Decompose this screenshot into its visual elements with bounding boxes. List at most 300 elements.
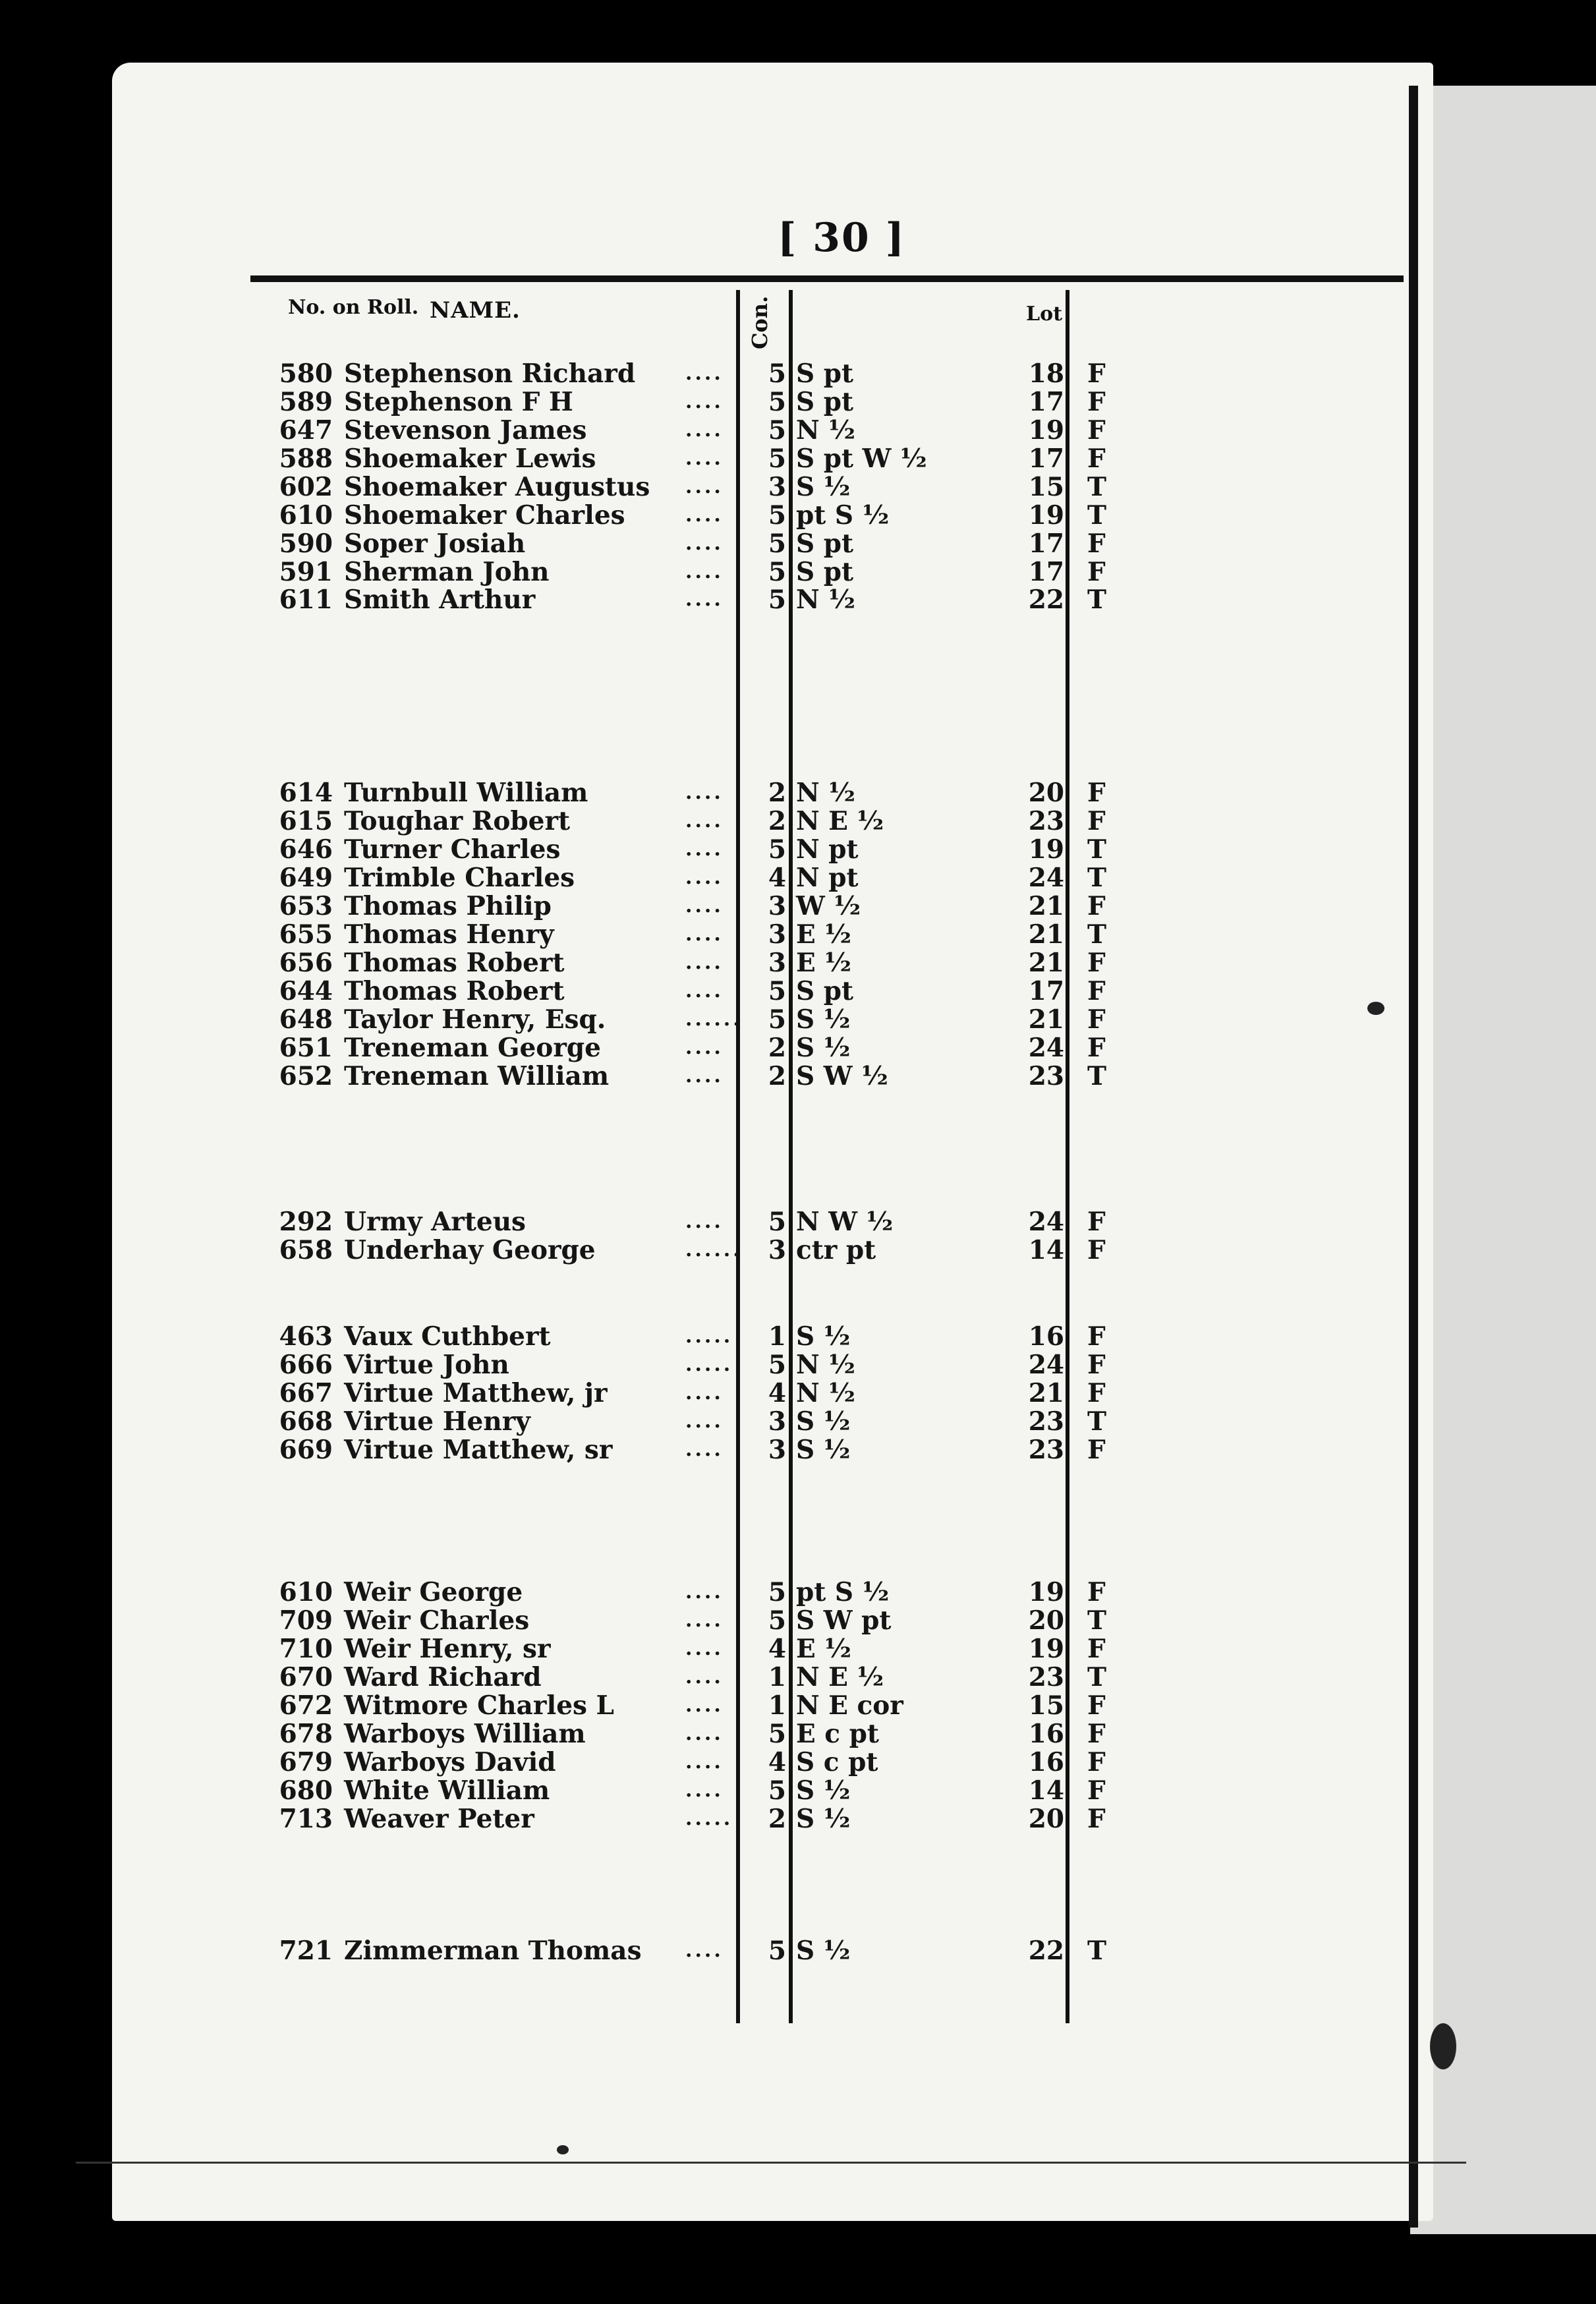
leader-dots: ....: [685, 1438, 724, 1461]
lot-number: 23: [1028, 806, 1064, 836]
concession: 2: [768, 806, 786, 836]
roll-number: 710: [279, 1634, 333, 1664]
tenure: F: [1087, 387, 1106, 417]
table-row: [0, 1207, 1384, 1236]
leader-dots: ....: [685, 447, 724, 470]
table-row: [0, 1578, 1384, 1607]
concession: 3: [768, 948, 786, 978]
entry-name: Shoemaker Charles: [344, 500, 625, 531]
bottom-rule: [76, 2162, 1466, 2164]
lot-number: 19: [1028, 1634, 1064, 1664]
entry-name: Witmore Charles L: [344, 1690, 614, 1721]
table-row: [0, 1379, 1384, 1408]
concession: 3: [768, 1435, 786, 1465]
concession: 3: [768, 1235, 786, 1265]
lot-part: E ½: [796, 948, 851, 978]
lot-part: W ½: [796, 891, 861, 921]
table-row: [0, 1634, 1384, 1663]
lot-part: S pt: [796, 387, 854, 417]
leader-dots: ....: [685, 1210, 724, 1233]
leader-dots: ....: [685, 1750, 724, 1773]
table-row: [0, 835, 1384, 864]
roll-number: 588: [279, 444, 333, 474]
leader-dots: .....: [685, 1353, 733, 1376]
table-row: [0, 1691, 1384, 1720]
lot-number: 17: [1028, 529, 1064, 559]
roll-number: 709: [279, 1605, 333, 1636]
tenure: T: [1087, 1406, 1107, 1437]
table-row: [0, 1062, 1384, 1091]
concession: 5: [768, 1605, 786, 1636]
page-number: [ 30 ]: [778, 215, 906, 261]
roll-number: 610: [279, 500, 333, 531]
lot-number: 24: [1028, 863, 1064, 893]
entry-name: Weir George: [344, 1577, 523, 1607]
lot-part: S ½: [796, 1936, 851, 1966]
tenure: F: [1087, 948, 1106, 978]
table-row: [0, 1719, 1384, 1748]
concession: 5: [768, 1936, 786, 1966]
roll-number: 667: [279, 1378, 333, 1408]
lot-part: N pt: [796, 834, 859, 865]
tenure: F: [1087, 1719, 1106, 1749]
lot-number: 22: [1028, 1936, 1064, 1966]
entry-name: Smith Arthur: [344, 585, 536, 615]
lot-number: 17: [1028, 387, 1064, 417]
roll-number: 651: [279, 1033, 333, 1063]
leader-dots: ....: [685, 1064, 724, 1087]
header-no-on-roll: No. on Roll.: [288, 296, 419, 319]
concession: 2: [768, 778, 786, 808]
table-row: [0, 1748, 1384, 1777]
concession: 1: [768, 1321, 786, 1352]
concession: 5: [768, 1577, 786, 1607]
lot-number: 21: [1028, 1378, 1064, 1408]
table-row: [0, 558, 1384, 587]
roll-number: 648: [279, 1004, 333, 1035]
lot-number: 23: [1028, 1662, 1064, 1692]
tenure: F: [1087, 415, 1106, 446]
tenure: T: [1087, 500, 1107, 531]
tenure: F: [1087, 529, 1106, 559]
table-row: [0, 444, 1384, 473]
concession: 5: [768, 1207, 786, 1237]
roll-number: 672: [279, 1690, 333, 1721]
roll-number: 658: [279, 1235, 333, 1265]
lot-part: E ½: [796, 1634, 851, 1664]
tenure: T: [1087, 834, 1107, 865]
concession: 2: [768, 1804, 786, 1834]
tenure: F: [1087, 1350, 1106, 1380]
roll-number: 611: [279, 585, 333, 615]
roll-number: 591: [279, 557, 333, 587]
lot-part: ctr pt: [796, 1235, 876, 1265]
lot-part: pt S ½: [796, 500, 890, 531]
tenure: F: [1087, 1004, 1106, 1035]
roll-number: 721: [279, 1936, 333, 1966]
table-row: [0, 416, 1384, 445]
concession: 1: [768, 1690, 786, 1721]
leader-dots: ....: [685, 1722, 724, 1745]
concession: 5: [768, 585, 786, 615]
lot-part: S ½: [796, 472, 851, 502]
leader-dots: ....: [685, 979, 724, 1002]
lot-number: 17: [1028, 557, 1064, 587]
leader-dots: ....: [685, 894, 724, 917]
tenure: T: [1087, 863, 1107, 893]
entry-name: Weir Henry, sr: [344, 1634, 551, 1664]
concession: 2: [768, 1033, 786, 1063]
roll-number: 713: [279, 1804, 333, 1834]
concession: 5: [768, 1775, 786, 1806]
lot-part: S W pt: [796, 1605, 892, 1636]
lot-number: 21: [1028, 1004, 1064, 1035]
roll-number: 610: [279, 1577, 333, 1607]
table-row: [0, 948, 1384, 977]
tenure: F: [1087, 444, 1106, 474]
entry-name: Taylor Henry, Esq.: [344, 1004, 606, 1035]
roll-number: 653: [279, 891, 333, 921]
table-row: [0, 863, 1384, 892]
entry-name: Virtue Henry: [344, 1406, 530, 1437]
lot-number: 23: [1028, 1061, 1064, 1091]
leader-dots: ....: [685, 390, 724, 413]
table-row: [0, 529, 1384, 558]
entry-name: Zimmerman Thomas: [344, 1936, 642, 1966]
leader-dots: ....: [685, 1410, 724, 1433]
header-name: NAME.: [430, 297, 521, 324]
roll-number: 656: [279, 948, 333, 978]
tenure: F: [1087, 359, 1106, 389]
entry-name: Virtue John: [344, 1350, 509, 1380]
concession: 5: [768, 1004, 786, 1035]
roll-number: 463: [279, 1321, 333, 1352]
lot-part: S pt: [796, 976, 854, 1006]
leader-dots: ....: [685, 1665, 724, 1688]
lot-number: 19: [1028, 1577, 1064, 1607]
leader-dots: ....: [685, 560, 724, 583]
lot-part: pt S ½: [796, 1577, 890, 1607]
concession: 4: [768, 863, 786, 893]
lot-number: 19: [1028, 500, 1064, 531]
ink-smudge: [1367, 1002, 1384, 1015]
lot-number: 15: [1028, 1690, 1064, 1721]
table-row: [0, 585, 1384, 614]
entry-name: Trimble Charles: [344, 863, 575, 893]
roll-number: 602: [279, 472, 333, 502]
lot-number: 18: [1028, 359, 1064, 389]
table-row: [0, 1663, 1384, 1692]
entry-name: Thomas Robert: [344, 976, 565, 1006]
entry-name: White William: [344, 1775, 550, 1806]
roll-number: 590: [279, 529, 333, 559]
leader-dots: ....: [685, 1609, 724, 1632]
tenure: F: [1087, 1634, 1106, 1664]
tenure: T: [1087, 1936, 1107, 1966]
table-row: [0, 1804, 1384, 1833]
table-row: [0, 807, 1384, 836]
entry-name: Underhay George: [344, 1235, 596, 1265]
concession: 5: [768, 557, 786, 587]
concession: 1: [768, 1662, 786, 1692]
entry-name: Treneman George: [344, 1033, 601, 1063]
roll-number: 615: [279, 806, 333, 836]
table-row: [0, 1606, 1384, 1635]
lot-number: 19: [1028, 834, 1064, 865]
leader-dots: .....: [685, 1807, 733, 1830]
lot-part: N ½: [796, 1378, 855, 1408]
leader-dots: ....: [685, 588, 724, 611]
table-row: [0, 1407, 1384, 1436]
roll-number: 655: [279, 919, 333, 950]
entry-name: Shoemaker Lewis: [344, 444, 596, 474]
entry-name: Turner Charles: [344, 834, 561, 865]
tenure: F: [1087, 1033, 1106, 1063]
entry-name: Toughar Robert: [344, 806, 571, 836]
tenure: T: [1087, 1662, 1107, 1692]
entry-name: Ward Richard: [344, 1662, 542, 1692]
leader-dots: ......: [685, 1238, 743, 1261]
table-row: [0, 1776, 1384, 1805]
concession: 5: [768, 976, 786, 1006]
roll-number: 678: [279, 1719, 333, 1749]
lot-number: 16: [1028, 1747, 1064, 1777]
entry-name: Thomas Philip: [344, 891, 552, 921]
concession: 3: [768, 919, 786, 950]
tenure: T: [1087, 585, 1107, 615]
lot-part: S ½: [796, 1321, 851, 1352]
roll-number: 292: [279, 1207, 333, 1237]
table-row: [0, 501, 1384, 530]
tenure: F: [1087, 1690, 1106, 1721]
ink-smudge: [557, 2145, 569, 2154]
lot-number: 24: [1028, 1350, 1064, 1380]
tenure: F: [1087, 1207, 1106, 1237]
concession: 5: [768, 415, 786, 446]
roll-number: 589: [279, 387, 333, 417]
lot-part: S ½: [796, 1775, 851, 1806]
entry-name: Warboys David: [344, 1747, 556, 1777]
lot-part: N ½: [796, 585, 855, 615]
tenure: F: [1087, 1804, 1106, 1834]
tenure: F: [1087, 891, 1106, 921]
lot-number: 21: [1028, 919, 1064, 950]
table-row: [0, 1435, 1384, 1464]
table-row: [0, 1936, 1384, 1965]
concession: 4: [768, 1747, 786, 1777]
entry-name: Warboys William: [344, 1719, 586, 1749]
concession: 5: [768, 1719, 786, 1749]
entry-name: Sherman John: [344, 557, 550, 587]
lot-number: 20: [1028, 778, 1064, 808]
lot-part: S pt: [796, 557, 854, 587]
concession: 5: [768, 359, 786, 389]
tenure: F: [1087, 1577, 1106, 1607]
lot-part: N ½: [796, 778, 855, 808]
leader-dots: ....: [685, 532, 724, 555]
tenure: F: [1087, 778, 1106, 808]
table-row: [0, 1236, 1384, 1265]
tenure: T: [1087, 1605, 1107, 1636]
lot-part: S pt W ½: [796, 444, 927, 474]
lot-number: 17: [1028, 444, 1064, 474]
header-lot: Lot: [1026, 302, 1062, 326]
table-row: [0, 920, 1384, 949]
lot-number: 21: [1028, 891, 1064, 921]
table-row: [0, 1322, 1384, 1351]
lot-number: 16: [1028, 1321, 1064, 1352]
tenure: F: [1087, 557, 1106, 587]
table-row: [0, 388, 1384, 417]
tenure: F: [1087, 1235, 1106, 1265]
leader-dots: ....: [685, 838, 724, 861]
concession: 5: [768, 444, 786, 474]
lot-part: S ½: [796, 1033, 851, 1063]
leader-dots: ....: [685, 809, 724, 832]
tenure: T: [1087, 1061, 1107, 1091]
table-row: [0, 977, 1384, 1006]
concession: 5: [768, 529, 786, 559]
lot-part: S c pt: [796, 1747, 878, 1777]
lot-part: N E ½: [796, 806, 884, 836]
ink-smudge: [1430, 2023, 1456, 2069]
leader-dots: ....: [685, 866, 724, 889]
roll-number: 668: [279, 1406, 333, 1437]
lot-part: S pt: [796, 359, 854, 389]
leader-dots: ....: [685, 1637, 724, 1660]
lot-number: 22: [1028, 585, 1064, 615]
entry-name: Virtue Matthew, sr: [344, 1435, 613, 1465]
header-rule: [250, 275, 1404, 282]
concession: 5: [768, 500, 786, 531]
entry-name: Virtue Matthew, jr: [344, 1378, 608, 1408]
entry-name: Thomas Henry: [344, 919, 554, 950]
roll-number: 649: [279, 863, 333, 893]
leader-dots: ....: [685, 1580, 724, 1603]
leader-dots: ....: [685, 418, 724, 442]
leader-dots: ......: [685, 1008, 743, 1031]
lot-part: S ½: [796, 1406, 851, 1437]
leader-dots: ....: [685, 781, 724, 804]
lot-part: E c pt: [796, 1719, 879, 1749]
concession: 5: [768, 1350, 786, 1380]
roll-number: 680: [279, 1775, 333, 1806]
roll-number: 666: [279, 1350, 333, 1380]
lot-part: S W ½: [796, 1061, 888, 1091]
lot-part: N W ½: [796, 1207, 894, 1237]
lot-number: 17: [1028, 976, 1064, 1006]
roll-number: 647: [279, 415, 333, 446]
leader-dots: ....: [685, 362, 724, 385]
leader-dots: ....: [685, 1381, 724, 1404]
concession: 3: [768, 1406, 786, 1437]
lot-number: 15: [1028, 472, 1064, 502]
leader-dots: ....: [685, 1694, 724, 1717]
lot-part: S ½: [796, 1435, 851, 1465]
entry-name: Stephenson F H: [344, 387, 573, 417]
entry-name: Thomas Robert: [344, 948, 565, 978]
leader-dots: ....: [685, 951, 724, 974]
lot-part: N pt: [796, 863, 859, 893]
lot-number: 23: [1028, 1435, 1064, 1465]
concession: 5: [768, 834, 786, 865]
tenure: F: [1087, 1747, 1106, 1777]
leader-dots: .....: [685, 1325, 733, 1348]
header-con: Con.: [747, 295, 772, 349]
leader-dots: ....: [685, 1036, 724, 1059]
lot-number: 23: [1028, 1406, 1064, 1437]
lot-number: 14: [1028, 1775, 1064, 1806]
lot-part: S pt: [796, 529, 854, 559]
leader-dots: ....: [685, 475, 724, 498]
leader-dots: ....: [685, 1939, 724, 1962]
roll-number: 614: [279, 778, 333, 808]
entry-name: Turnbull William: [344, 778, 588, 808]
roll-number: 669: [279, 1435, 333, 1465]
lot-number: 24: [1028, 1033, 1064, 1063]
lot-number: 14: [1028, 1235, 1064, 1265]
concession: 2: [768, 1061, 786, 1091]
tenure: T: [1087, 472, 1107, 502]
lot-number: 16: [1028, 1719, 1064, 1749]
entry-name: Stevenson James: [344, 415, 587, 446]
entry-name: Soper Josiah: [344, 529, 526, 559]
lot-number: 21: [1028, 948, 1064, 978]
lot-number: 24: [1028, 1207, 1064, 1237]
concession: 3: [768, 472, 786, 502]
concession: 5: [768, 387, 786, 417]
concession: 4: [768, 1634, 786, 1664]
lot-part: N ½: [796, 415, 855, 446]
roll-number: 670: [279, 1662, 333, 1692]
roll-number: 646: [279, 834, 333, 865]
table-row: [0, 778, 1384, 807]
entry-name: Treneman William: [344, 1061, 610, 1091]
leader-dots: ....: [685, 923, 724, 946]
table-row: [0, 473, 1384, 502]
roll-number: 652: [279, 1061, 333, 1091]
table-row: [0, 1005, 1384, 1034]
leader-dots: ....: [685, 1779, 724, 1802]
tenure: F: [1087, 1378, 1106, 1408]
table-row: [0, 892, 1384, 921]
tenure: F: [1087, 976, 1106, 1006]
table-row: [0, 1033, 1384, 1062]
lot-number: 19: [1028, 415, 1064, 446]
entry-name: Vaux Cuthbert: [344, 1321, 551, 1352]
concession: 3: [768, 891, 786, 921]
tenure: T: [1087, 919, 1107, 950]
tenure: F: [1087, 1775, 1106, 1806]
entry-name: Weir Charles: [344, 1605, 530, 1636]
leader-dots: ....: [685, 504, 724, 527]
lot-number: 20: [1028, 1605, 1064, 1636]
lot-part: N E cor: [796, 1690, 903, 1721]
entry-name: Shoemaker Augustus: [344, 472, 650, 502]
lot-part: S ½: [796, 1804, 851, 1834]
tenure: F: [1087, 1435, 1106, 1465]
table-row: [0, 1350, 1384, 1379]
page-fold-line: [1409, 86, 1418, 2228]
entry-name: Urmy Arteus: [344, 1207, 527, 1237]
roll-number: 580: [279, 359, 333, 389]
tenure: F: [1087, 1321, 1106, 1352]
lot-part: N ½: [796, 1350, 855, 1380]
adjacent-page-edge: [1410, 86, 1596, 2234]
roll-number: 679: [279, 1747, 333, 1777]
entry-name: Weaver Peter: [344, 1804, 534, 1834]
table-row: [0, 359, 1384, 388]
